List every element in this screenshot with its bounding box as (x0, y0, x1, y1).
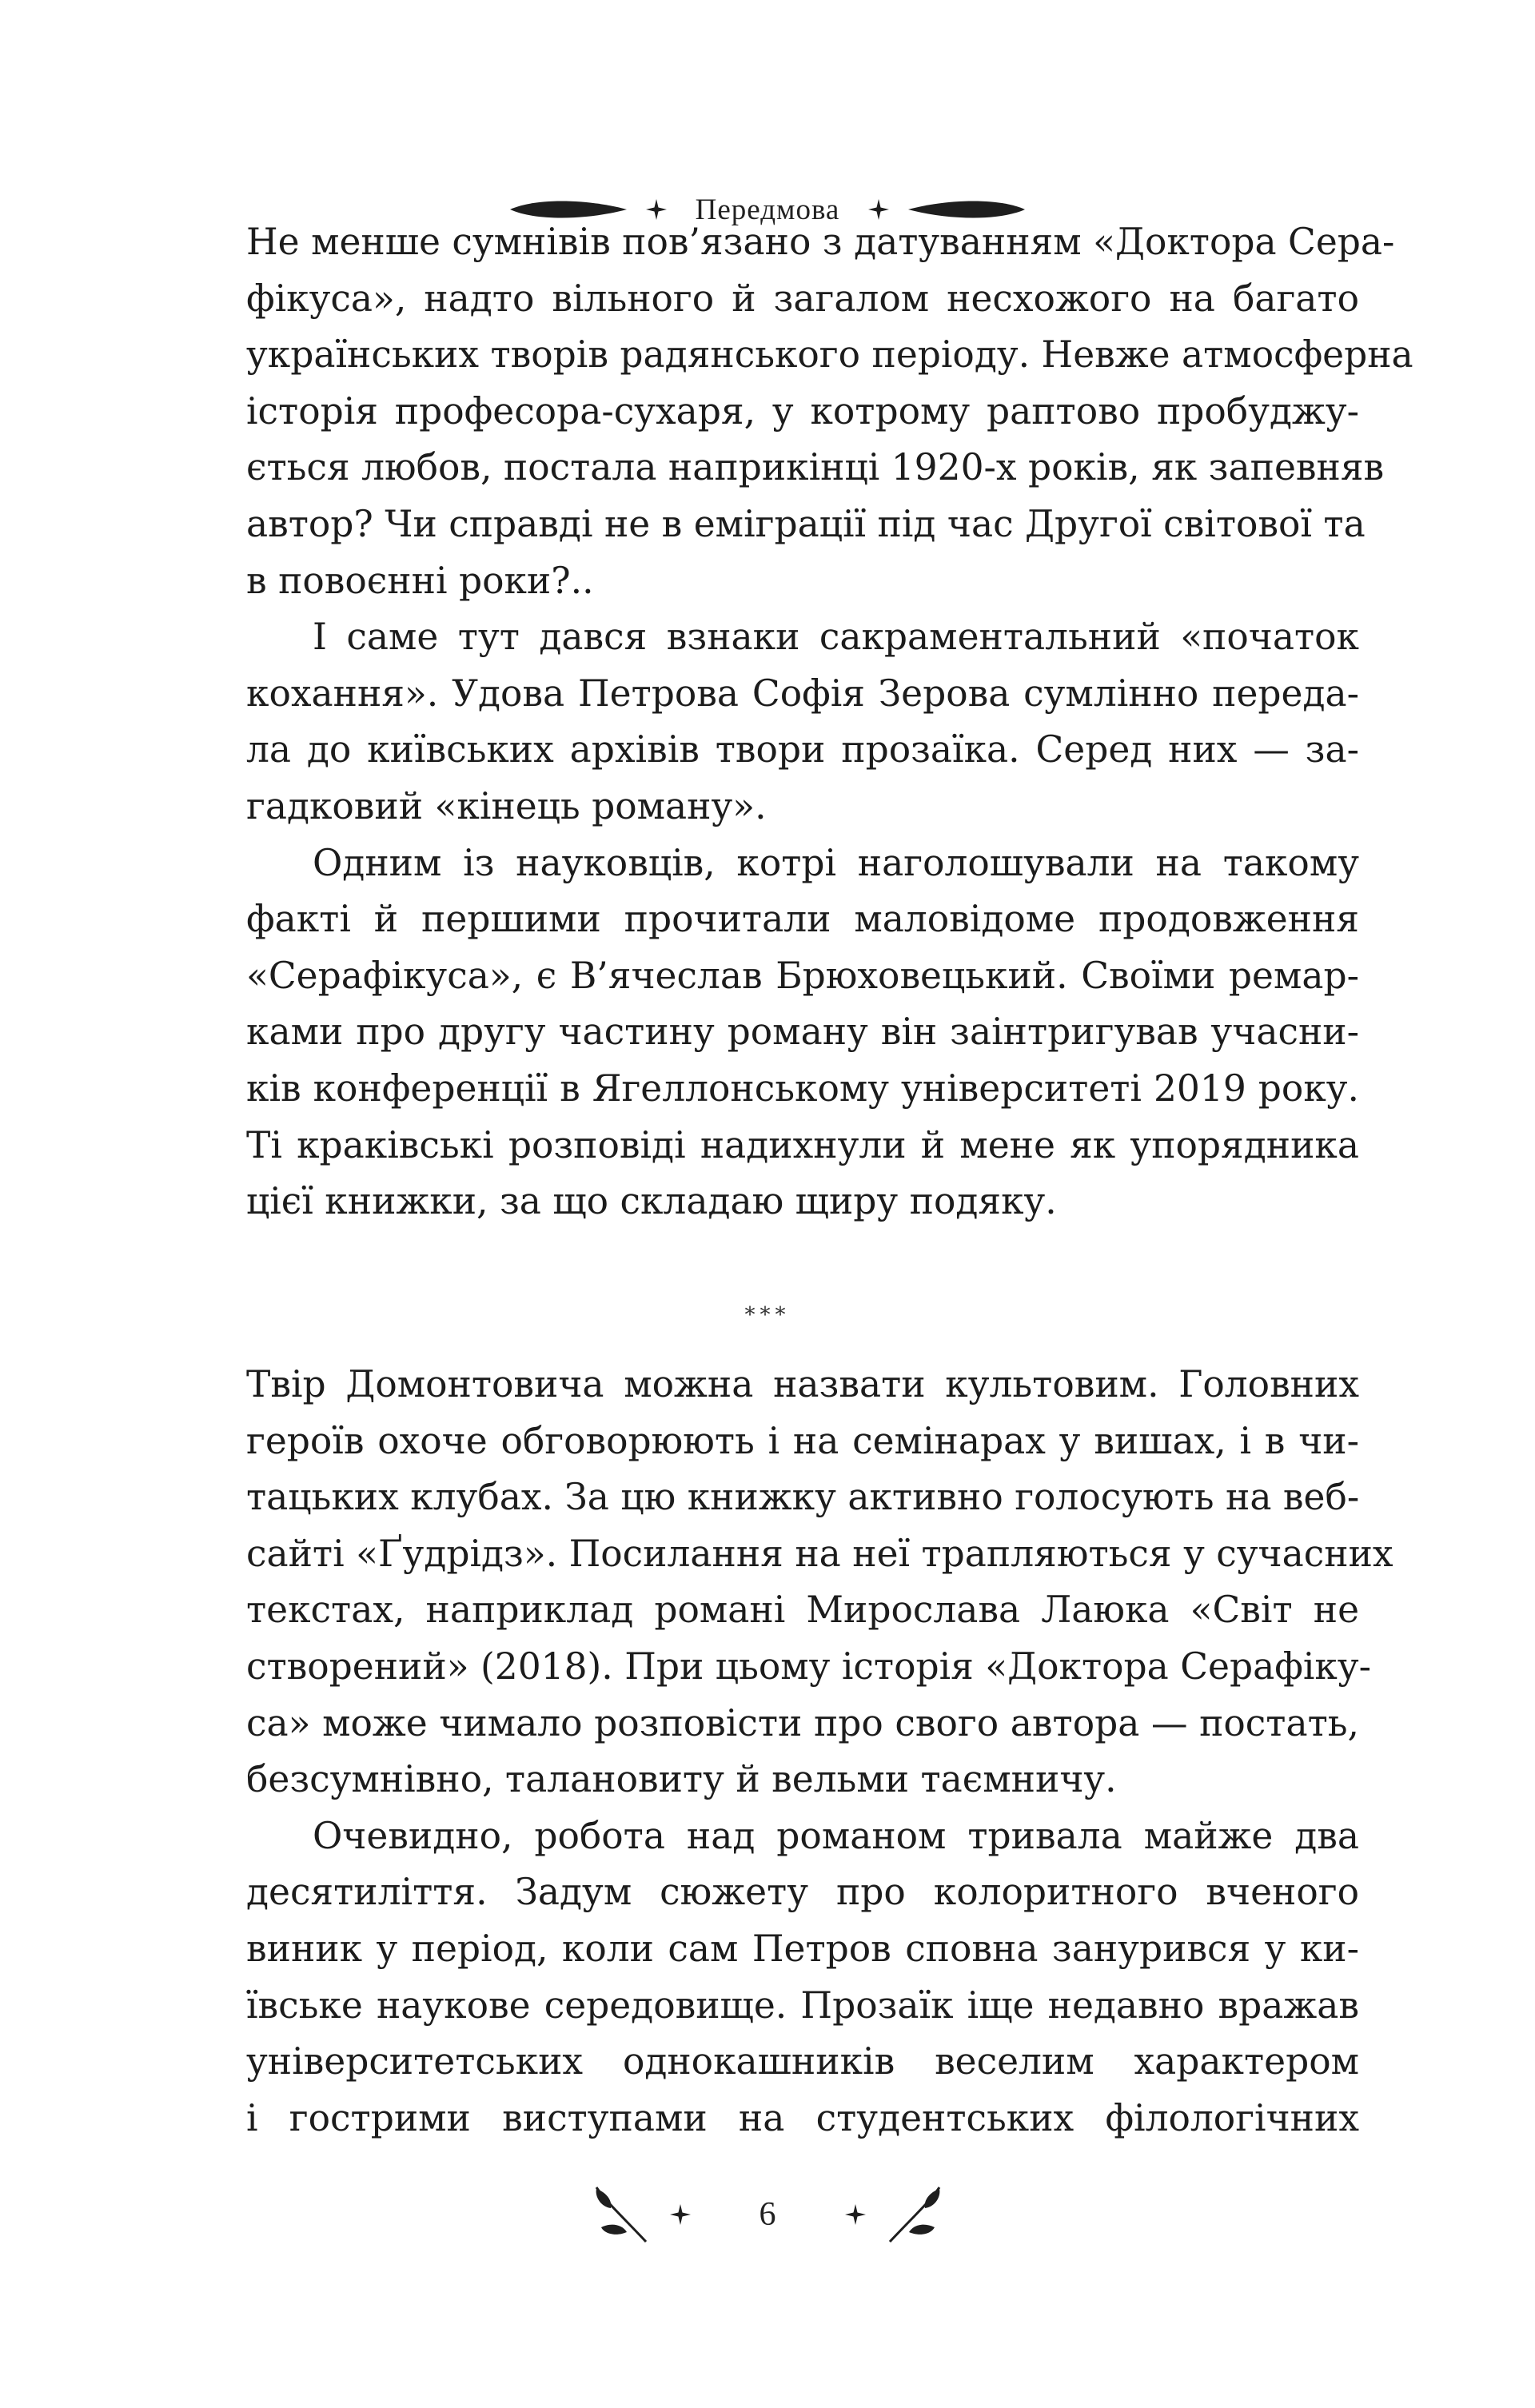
text-line: Не менше сумнівів пов’язано з датуванням «Доктора Сера- (246, 221, 1395, 263)
text-line: «Серафікуса», є В’ячеслав Брюховецький. Своїми ремар- (246, 954, 1359, 997)
text-line: кохання». Удова Петрова Софія Зерова сумлінно переда- (246, 672, 1359, 715)
text-line: цієї книжки, за що складаю щиру подяку. (246, 1180, 1057, 1223)
text-line: са» може чимало розповісти про свого автора — постать, (246, 1701, 1359, 1744)
text-line: в повоєнні роки?.. (246, 559, 594, 602)
text-line: десятиліття. Задум сюжету про колоритного вченого (246, 1871, 1359, 1914)
text-line: університетських однокашників веселим характером (246, 2040, 1359, 2083)
footer-left-star-icon (670, 2204, 691, 2225)
text-line: героїв охоче обговорюють і на семінарах у вишах, і в чи- (246, 1419, 1359, 1462)
page-footer (0, 2179, 1535, 2251)
page-number: 6 (759, 2196, 776, 2233)
text-line: ків конференції в Ягеллонському університеті 2019 року. (246, 1066, 1359, 1110)
text-line: І саме тут дався взнаки сакраментальний «початок (313, 616, 1359, 659)
text-section-2 (246, 1357, 1393, 2147)
text-line: українських творів радянського періоду. Невже атмосферна (246, 333, 1413, 377)
text-line: виник у період, коли сам Петров сповна занурився у ки- (246, 1927, 1359, 1970)
text-line: Одним із науковців, котрі наголошували на такому (313, 841, 1359, 884)
text-line: безсумнівно, талановиту й вельми таємничу. (246, 1758, 1117, 1801)
text-line: Очевидно, робота над романом тривала майже два (313, 1814, 1359, 1857)
text-line: текстах, наприклад романі Мирослава Лаюка «Світ не (246, 1589, 1359, 1632)
text-line: ла до київських архівів твори прозаїка. Серед них — за- (246, 728, 1359, 771)
text-line: ївське наукове середовище. Прозаїк іще недавно вражав (246, 1983, 1359, 2027)
text-line: тацьких клубах. За цю книжку активно голосують на веб- (246, 1476, 1360, 1519)
left-sprig-ornament-icon (593, 2184, 649, 2245)
text-line: історія професора-сухаря, у котрому раптово пробуджу- (246, 389, 1359, 433)
section-separator: *** (744, 1303, 791, 1327)
text-line: сайті «Ґудрідз». Посилання на неї трапляються у сучасних (246, 1532, 1393, 1575)
running-header-title: Передмова (695, 193, 840, 226)
right-sprig-ornament-icon (887, 2184, 943, 2245)
text-line: автор? Чи справді не в еміграції під час Другої світової та (246, 502, 1366, 545)
text-line: факті й першими прочитали маловідоме продовження (246, 898, 1359, 941)
text-line: Ті краківські розповіді надихнули й мене як упорядника (246, 1123, 1359, 1166)
text-line: і гострими виступами на студентських філологічних (246, 2096, 1359, 2139)
text-section-1 (246, 214, 1413, 1230)
text-line: Твір Домонтовича можна назвати культовим. Головних (246, 1363, 1359, 1405)
text-line: створений» (2018). При цьому історія «Доктора Серафіку- (246, 1645, 1371, 1688)
footer-right-star-icon (845, 2204, 866, 2225)
text-line: ками про другу частину роману він заінтригував учасни- (246, 1011, 1359, 1054)
text-line: ється любов, постала наприкінці 1920-х років, як запевняв (246, 446, 1385, 489)
text-line: гадковий «кінець роману». (246, 784, 767, 827)
text-line: фікуса», надто вільного й загалом несхожого на багато (246, 277, 1359, 320)
